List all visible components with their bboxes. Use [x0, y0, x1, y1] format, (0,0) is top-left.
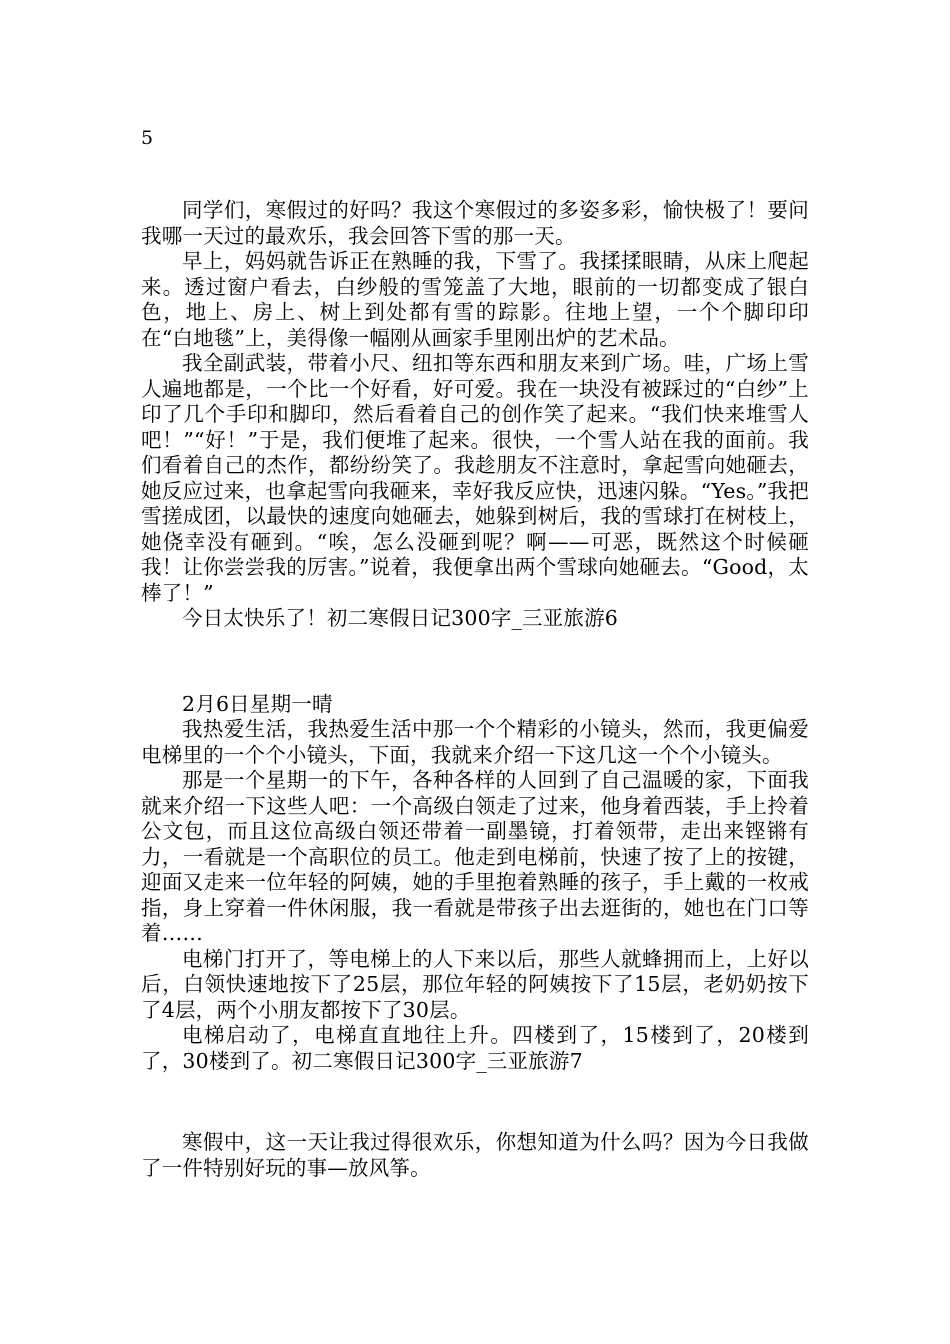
diary-date-line: 2月6日星期一晴 [182, 691, 333, 716]
paragraph-elevator-people: 那是一个星期一的下午，各种各样的人回到了自己温暖的家，下面我就来介绍一下这些人吧：一个高级白领走了过来，他身着西装，手上拎着公文包，而且这位高级白领还带着一副墨镜，打着领带，走出来铿锵有力，一看就是一个高职位的员工。他走到电梯前，快速了按了上的按键，迎面又走来一位年轻的阿姨，她的手里抱着熟睡的孩子，手上戴的一枚戒指，身上穿着一件休闲服，我一看就是带孩子出去逛街的，她也在门口等着…… [141, 768, 809, 945]
paragraph-snow-play: 我全副武装，带着小尺、纽扣等东西和朋友来到广场。哇，广场上雪人遍地都是，一个比一个好看，好可爱。我在一块没有被踩过的“白纱”上印了几个手印和脚印，然后看着自己的创作笑了起来。“我们快来堆雪人吧！”“好！”于是，我们便堆了起来。很快，一个雪人站在我的面前。我们看着自己的杰作，都纷纷笑了。我趁朋友不注意时，拿起雪向她砸去，她反应过来，也拿起雪向我砸来，幸好我反应快，迅速闪躲。“Yes。”我把雪搓成团，以最快的速度向她砸去，她躲到树后，我的雪球打在树枝上，她侥幸没有砸到。“唉，怎么没砸到呢？啊——可恶，既然这个时候砸我！让你尝尝我的厉害。”说着，我便拿出两个雪球向她砸去。“Good，太棒了！” [141, 351, 809, 605]
paragraph-elevator-rise: 电梯启动了，电梯直直地往上升。四楼到了，15楼到了，20楼到了，30楼到了。初二寒假日记300字_三亚旅游7 [141, 1023, 809, 1073]
section-spacer [141, 1074, 809, 1130]
section-spacer [141, 632, 809, 692]
paragraph-kite: 寒假中，这一天让我过得很欢乐，你想知道为什么吗？因为今日我做了一件特别好玩的事—放风筝。 [141, 1130, 809, 1180]
paragraph-elevator-floors: 电梯门打开了，等电梯上的人下来以后，那些人就蜂拥而上，上好以后，白领快速地按下了25层，那位年轻的阿姨按下了15层，老奶奶按下了4层，两个小朋友都按下了30层。 [141, 946, 809, 1022]
document-body [141, 198, 809, 1181]
paragraph-morning: 早上，妈妈就告诉正在熟睡的我，下雪了。我揉揉眼睛，从床上爬起来。透过窗户看去，白纱般的雪笼盖了大地，眼前的一切都变成了银白色，地上、房上、树上到处都有雪的踪影。往地上望，一个个脚印印在“白地毯”上，美得像一幅刚从画家手里刚出炉的艺术品。 [141, 249, 809, 350]
paragraph-elevator-intro: 我热爱生活，我热爱生活中那一个个精彩的小镜头，然而，我更偏爱电梯里的一个个小镜头，下面，我就来介绍一下这几这一个个小镜头。 [141, 717, 809, 767]
paragraph-diary-title-6: 今日太快乐了！初二寒假日记300字_三亚旅游6 [182, 606, 619, 630]
paragraph-intro: 同学们，寒假过的好吗？我这个寒假过的多姿多彩，愉快极了！要问我哪一天过的最欢乐，我会回答下雪的那一天。 [141, 198, 809, 248]
page-number: 5 [141, 127, 154, 149]
